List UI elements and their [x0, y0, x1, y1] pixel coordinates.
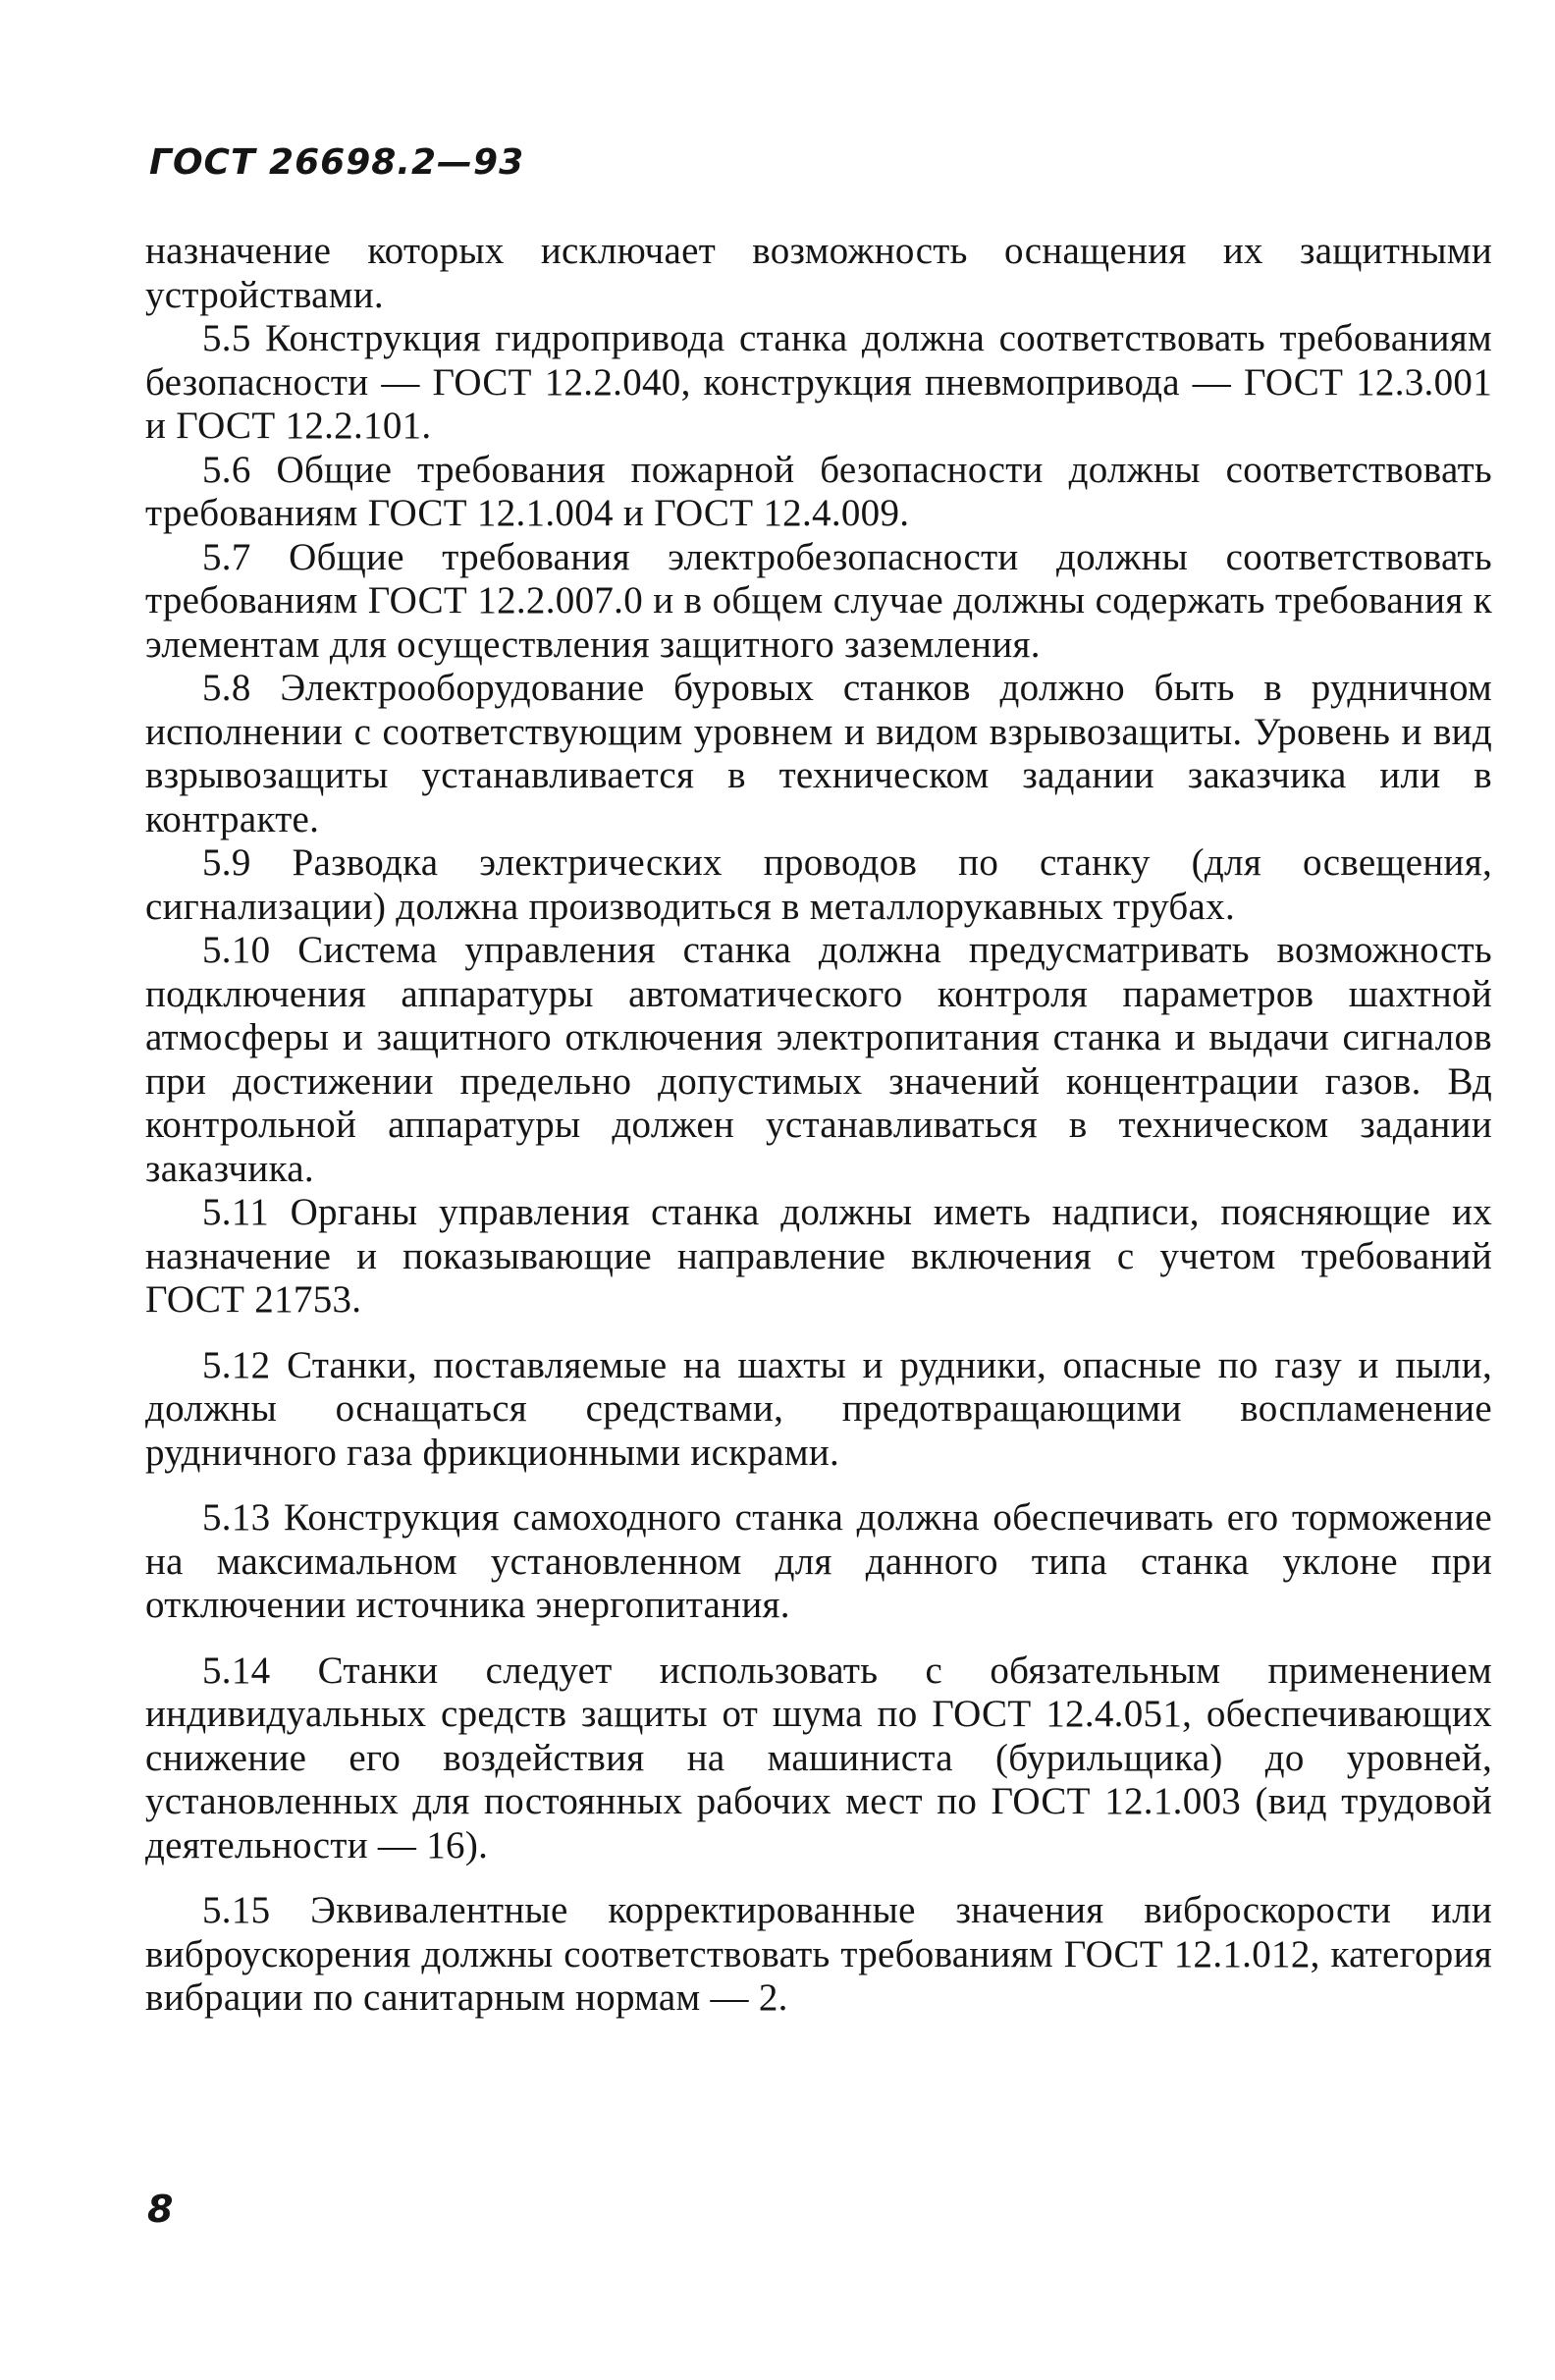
page-header-standard-number: ГОСТ 26698.2—93	[149, 142, 525, 183]
paragraph-5-6: 5.6 Общие требования пожарной безопасности должны соответствовать требованиям ГОСТ 12.1.004 и ГОСТ 12.4.009.	[145, 448, 1492, 534]
paragraph-5-8: 5.8 Электрооборудование буровых станков должно быть в рудничном исполнении с соответствующим уровнем и видом взрывозащиты. Уровень и вид взрывозащиты устанавливается в техническом задании заказчика или в контракте.	[145, 667, 1492, 840]
paragraph-5-9: 5.9 Разводка электрических проводов по станку (для освещения, сигнализации) должна производиться в металлорукавных трубах.	[145, 841, 1492, 928]
paragraph-5-10: 5.10 Система управления станка должна предусматривать возможность подключения аппаратуры автоматического контроля параметров шахтной атмосферы и защитного отключения электропитания станка и выдачи сигналов при достижении предельно допустимых значений концентрации газов. Вд контрольной аппаратуры должен устанавливаться в техническом задании заказчика.	[145, 929, 1492, 1190]
paragraph-5-11: 5.11 Органы управления станка должны иметь надписи, поясняющие их назначение и показывающие направление включения с учетом требований ГОСТ 21753.	[145, 1191, 1492, 1321]
page-number: 8	[147, 2188, 174, 2231]
paragraph-5-7: 5.7 Общие требования электробезопасности должны соответствовать требованиям ГОСТ 12.2.007.0 и в общем случае должны содержать требования к элементам для осуществления защитного заземления.	[145, 535, 1492, 666]
paragraph-5-15: 5.15 Эквивалентные корректированные значения виброскорости или виброускорения должны соответствовать требованиям ГОСТ 12.1.012, категория вибрации по санитарным нормам — 2.	[145, 1889, 1492, 2019]
document-body	[145, 230, 1492, 2021]
paragraph-5-14: 5.14 Станки следует использовать с обязательным применением индивидуальных средств защиты от шума по ГОСТ 12.4.051, обеспечивающих снижение его воздействия на машиниста (бурильщика) до уровней, установленных для постоянных рабочих мест по ГОСТ 12.1.003 (вид трудовой деятельности — 16).	[145, 1649, 1492, 1866]
paragraph-5-5: 5.5 Конструкция гидропривода станка должна соответствовать требованиям безопасности — ГОСТ 12.2.040, конструкция пневмопривода — ГОСТ 12.3.001 и ГОСТ 12.2.101.	[145, 317, 1492, 447]
paragraph-continuation: назначение которых исключает возможность оснащения их защитными устройствами.	[145, 230, 1492, 316]
paragraph-5-13: 5.13 Конструкция самоходного станка должна обеспечивать его торможение на максимальном установленном для данного типа станка уклоне при отключении источника энергопитания.	[145, 1496, 1492, 1626]
paragraph-5-12: 5.12 Станки, поставляемые на шахты и рудники, опасные по газу и пыли, должны оснащаться средствами, предотвращающими воспламенение рудничного газа фрикционными искрами.	[145, 1343, 1492, 1474]
